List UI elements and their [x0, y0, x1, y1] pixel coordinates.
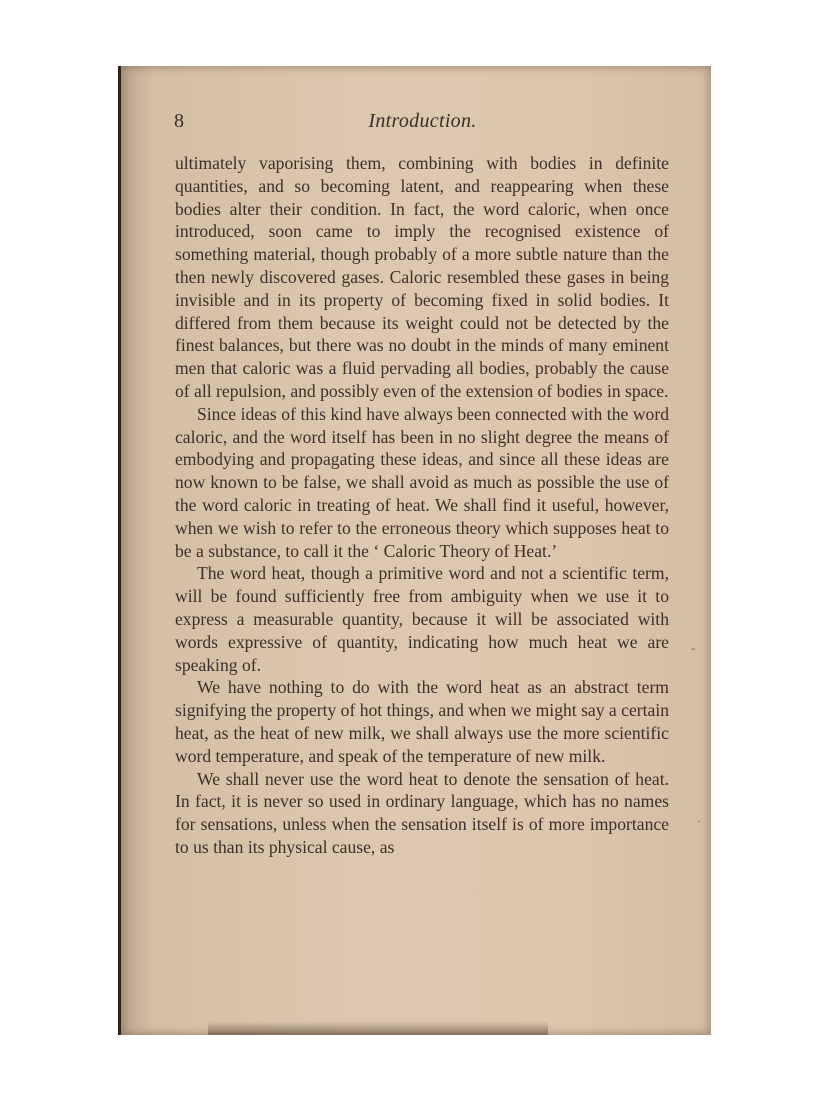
margin-speck: ·: [697, 814, 701, 828]
body-text: [175, 152, 669, 859]
margin-speck: -: [691, 641, 695, 655]
running-title: Introduction.: [368, 110, 477, 132]
page-header: [174, 110, 671, 140]
page-number: 8: [174, 110, 184, 132]
paragraph-2: Since ideas of this kind have always been connected with the word caloric, and the word itself has been in no slight degree the means of embodying and propagating these ideas, and since all these ideas are now known to be false, we shall avoid as much as possible the use of the word caloric in treating of heat. We shall find it useful, however, when we wish to refer to the erroneous theory which supposes heat to be a substance, to call it the ‘ Caloric Theory of Heat.’: [175, 403, 669, 561]
paragraph-3: The word heat, though a primitive word and not a scientific term, will be found sufficiently free from ambiguity when we use it to express a measurable quantity, because it will be associated with words expressive of quantity, indicating how much heat we are speaking of.: [175, 563, 669, 675]
paragraph-4: We have nothing to do with the word heat as an abstract term signifying the property of hot things, and when we might say a certain heat, as the heat of new milk, we shall always use the more scientific word temperature, and speak of the temperature of new milk.: [175, 677, 669, 766]
paragraph-5: We shall never use the word heat to denote the sensation of heat. In fact, it is never so used in ordinary language, which has no names for sensations, unless when the sensation itself is of more importance to us than its physical cause, as: [175, 768, 669, 857]
paragraph-1: ultimately vaporising them, combining with bodies in definite quantities, and so becoming latent, and reappearing when these bodies alter their condition. In fact, the word caloric, when once introduced, soon came to imply the recognised existence of something material, though probably of a more subtle nature than the then newly discovered gases. Caloric resembled these gases in being invisible and in its property of becoming fixed in solid bodies. It differed from them because its weight could not be detected by the finest balances, but there was no doubt in the minds of many eminent men that caloric was a fluid pervading all bodies, probably the cause of all repulsion, and possibly even of the extension of bodies in space.: [175, 153, 669, 401]
book-page: [118, 66, 711, 1035]
